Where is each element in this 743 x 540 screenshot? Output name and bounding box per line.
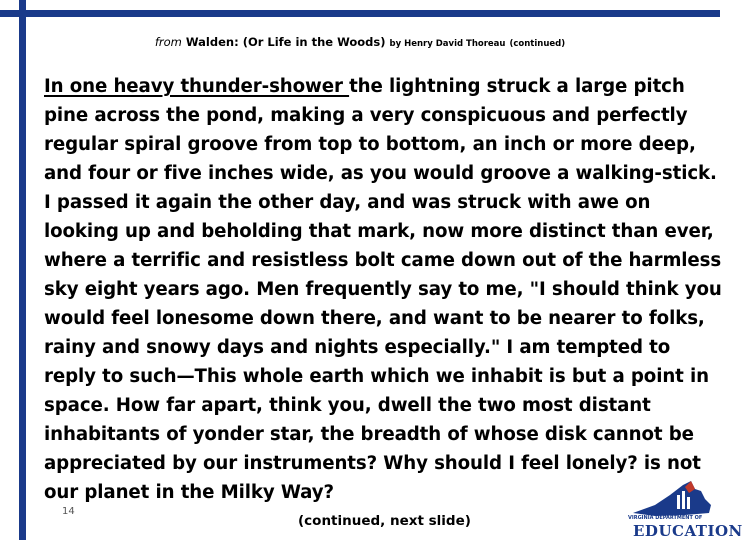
logo-title: EDUCATION bbox=[633, 522, 743, 540]
logo-subtitle: VIRGINIA DEPARTMENT OF bbox=[628, 515, 703, 521]
passage-line: pine across the pond, making a very conspicuous and perfectly bbox=[44, 105, 688, 126]
passage-underlined-phrase: In one heavy thunder-shower bbox=[44, 76, 350, 97]
vertical-accent-bar bbox=[19, 0, 26, 540]
passage-line: space. How far apart, think you, dwell the two most distant bbox=[44, 395, 651, 416]
passage-line: and four or five inches wide, as you would groove a walking-stick. bbox=[44, 163, 717, 184]
passage-line-rest: the lightning struck a large pitch bbox=[349, 76, 685, 97]
horizontal-accent-bar bbox=[0, 10, 720, 17]
passage-line: reply to such—This whole earth which we inhabit is but a point in bbox=[44, 366, 709, 387]
header-note: (continued) bbox=[509, 39, 566, 49]
passage-line bbox=[44, 72, 714, 101]
passage-line: would feel lonesome down there, and want to be nearer to folks, bbox=[44, 308, 705, 329]
passage-line: looking up and beholding that mark, now more distinct than ever, bbox=[44, 221, 714, 242]
passage-line: regular spiral groove from top to bottom, an inch or more deep, bbox=[44, 134, 696, 155]
passage-line: rainy and snowy days and nights especially." I am tempted to bbox=[44, 337, 671, 358]
header-title: Walden: (Or Life in the Woods) bbox=[185, 35, 386, 49]
passage-line: where a terrific and resistless bolt came down out of the harmless bbox=[44, 250, 722, 271]
slide-number: 14 bbox=[62, 506, 75, 517]
passage-line: our planet in the Milky Way? bbox=[44, 482, 334, 503]
passage-line: I passed it again the other day, and was struck with awe on bbox=[44, 192, 651, 213]
passage-line: inhabitants of yonder star, the breadth of whose disk cannot be bbox=[44, 424, 694, 445]
header-byline: by Henry David Thoreau bbox=[389, 39, 506, 49]
header-prefix: from bbox=[154, 35, 182, 49]
passage-line: sky eight years ago. Men frequently say to me, "I should think you bbox=[44, 279, 722, 300]
slide-header bbox=[0, 35, 720, 49]
passage-line: appreciated by our instruments? Why should I feel lonely? is not bbox=[44, 453, 701, 474]
continued-note: (continued, next slide) bbox=[298, 513, 471, 529]
passage-text bbox=[44, 72, 722, 507]
